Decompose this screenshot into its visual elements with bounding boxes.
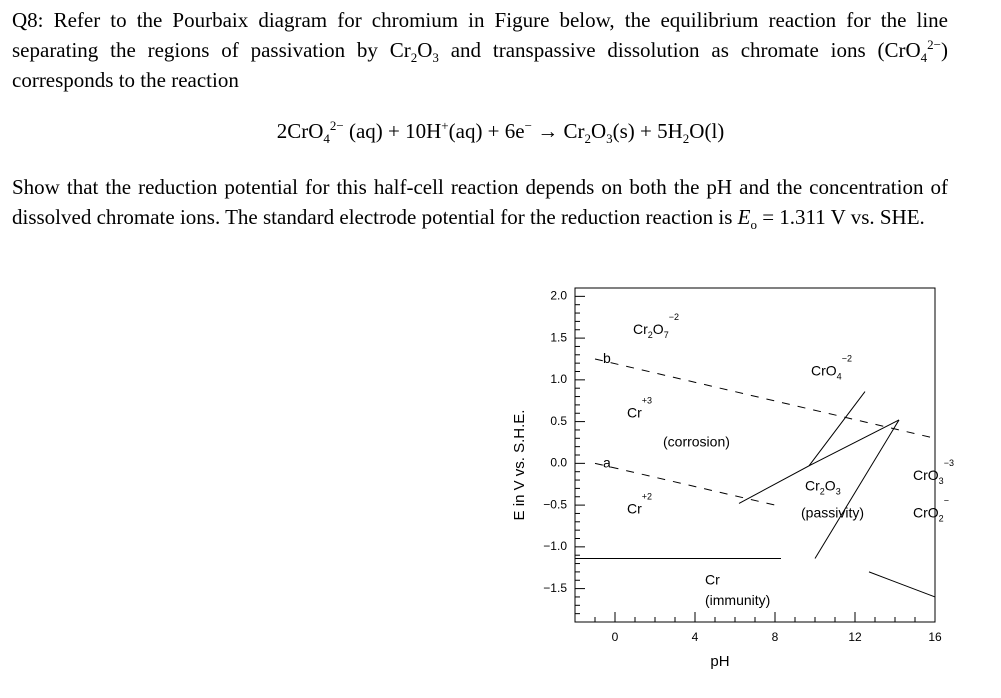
reaction-equation: 2CrO$_4^{2-}$ $(aq) + 10H^+(aq) + 6e^- \to Cr_2O_3(s) + 5H_2O(l)$ bbox=[276, 118, 725, 147]
x-tick-label: 16 bbox=[928, 630, 942, 645]
y-axis-label: E in V vs. S.H.E. bbox=[510, 409, 528, 521]
region-label: CrO$_4^{-2}$ bbox=[811, 353, 852, 382]
instruction-text: Show that the reduction potential for this half-cell reaction depends on both the pH and the concentration of dissolved chromate ions. The standard electrode potential for the reduction reaction is $E_o = 1.311$ V vs. SHE. bbox=[12, 175, 948, 233]
region-label: a bbox=[603, 454, 611, 471]
region-label: $Cr_2O_7^{-2}$ bbox=[633, 312, 679, 341]
region-label: $Cr^{+2}$ bbox=[627, 491, 653, 516]
y-tick-label: −1.0 bbox=[543, 539, 567, 554]
x-axis-label: pH bbox=[710, 652, 730, 670]
region-label: (corrosion) bbox=[663, 433, 730, 450]
region-boundary bbox=[869, 572, 935, 597]
y-tick-label: 0.0 bbox=[550, 455, 567, 470]
y-tick-label: 0.5 bbox=[550, 413, 567, 428]
region-label: Cr bbox=[705, 570, 720, 587]
question-text: Q8: Refer to the Pourbaix diagram for chromium in Figure below, the equilibrium reaction for the line separating the regions of passivation by $Cr_2O_3$ and transpassive dissolution as chromate ions (CrO$_4^{2-}$) corresponds to the reaction bbox=[12, 8, 949, 92]
y-tick-label: 1.0 bbox=[550, 372, 567, 387]
plot-frame bbox=[575, 288, 935, 622]
y-tick-label: 1.5 bbox=[550, 330, 567, 345]
x-tick-label: 8 bbox=[771, 630, 779, 645]
region-label: (passivity) bbox=[801, 504, 865, 521]
y-tick-label: −1.5 bbox=[543, 580, 567, 595]
region-label: (immunity) bbox=[705, 591, 771, 608]
region-label: $Cr^{+3}$ bbox=[627, 395, 653, 420]
x-tick-label: 4 bbox=[691, 630, 699, 645]
region-label: b bbox=[603, 349, 611, 366]
region-label: CrO$_3^{-3}$ bbox=[913, 458, 954, 487]
y-tick-label: −0.5 bbox=[543, 497, 567, 512]
question-label: Q8: bbox=[12, 8, 44, 32]
x-tick-label: 0 bbox=[611, 630, 619, 645]
y-tick-label: 2.0 bbox=[550, 288, 567, 303]
region-label: CrO$_2$− bbox=[913, 495, 949, 524]
region-label: $Cr_2O_3$ bbox=[805, 477, 841, 498]
x-tick-label: 12 bbox=[848, 630, 862, 645]
